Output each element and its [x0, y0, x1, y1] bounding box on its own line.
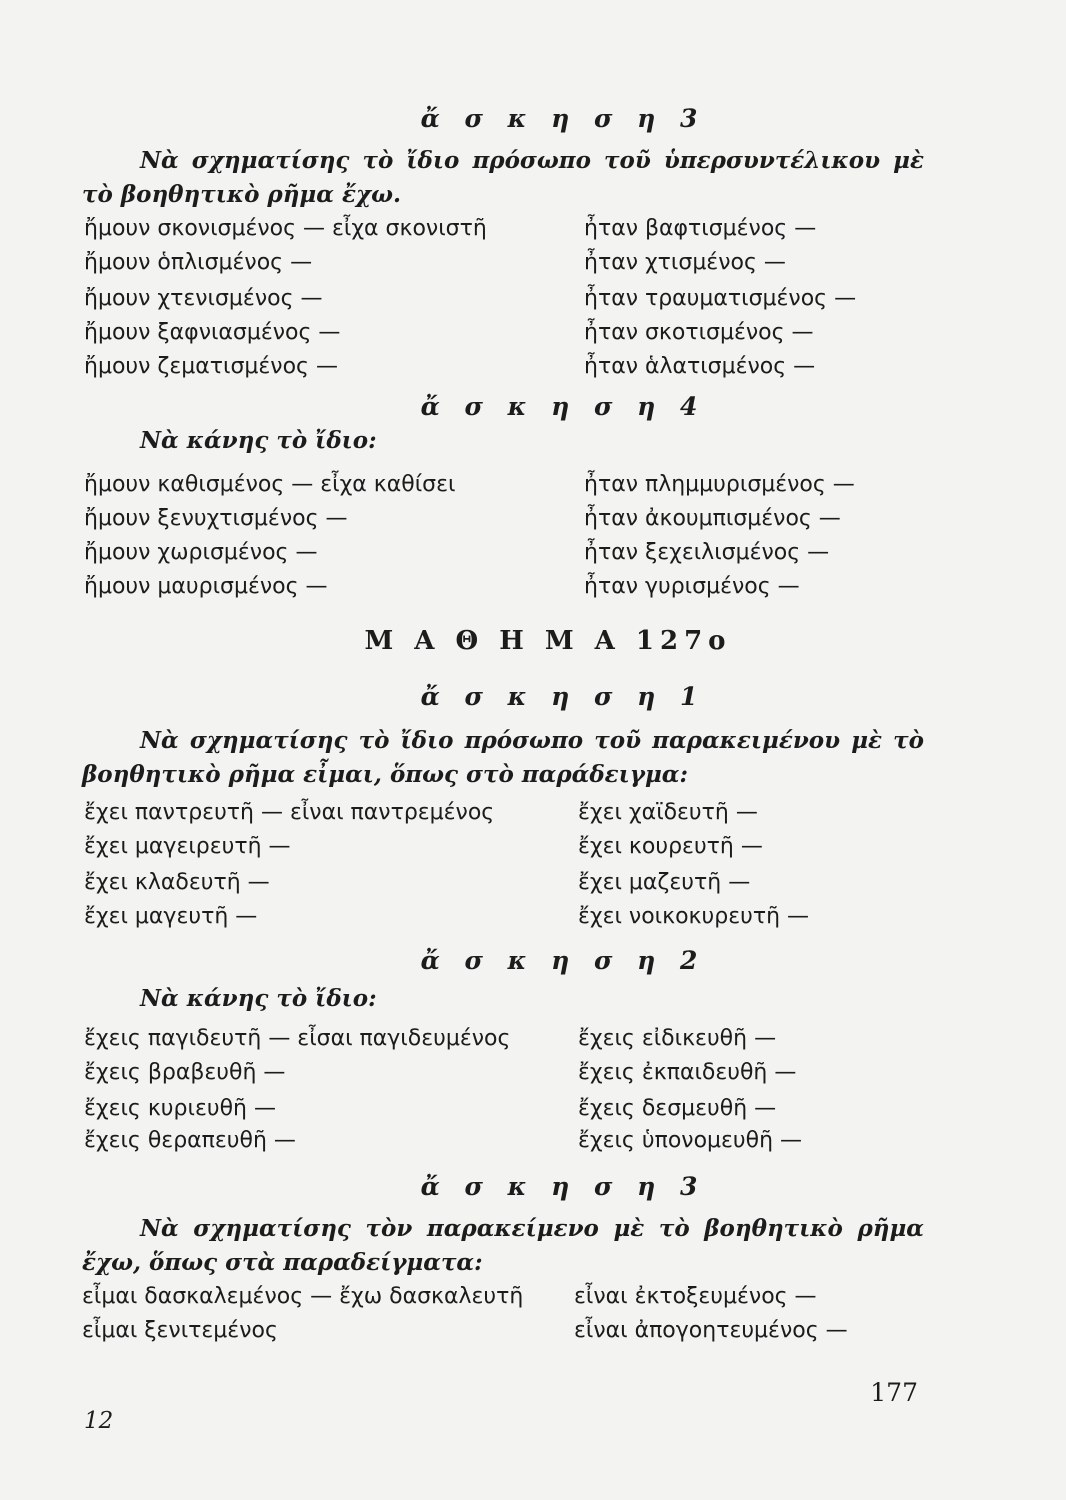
exercise-2-heading: ἄ σ κ η σ η 2 — [420, 946, 706, 975]
ex3b-left-2: εἶμαι ξενιτεμένος — [82, 1318, 278, 1343]
exercise-1-heading: ἄ σ κ η σ η 1 — [420, 682, 706, 711]
ex2-right-3: ἔχεις δεσμευθῆ — — [578, 1096, 777, 1121]
ex4-left-3: ἤμουν χωρισμένος — — [84, 540, 318, 565]
ex3b-right-1: εἶναι ἐκτοξευμένος — — [574, 1284, 817, 1309]
ex3a-right-3: ἦταν τραυματισμένος — — [584, 286, 857, 311]
exercise-2-instruction: Νὰ κάνης τὸ ἴδιο: — [140, 985, 377, 1012]
ex4-left-2: ἤμουν ξενυχτισμένος — — [84, 506, 348, 531]
ex3a-left-3: ἤμουν χτενισμένος — — [84, 286, 323, 311]
ex3a-left-1: ἤμουν σκονισμένος — εἶχα σκονιστῆ — [84, 216, 487, 241]
ex2-left-4: ἔχεις θεραπευθῆ — — [84, 1128, 296, 1153]
ex1-right-2: ἔχει κουρευτῆ — — [578, 834, 763, 859]
lesson-title: Μ Α Θ Η Μ Α 127ο — [364, 626, 732, 656]
ex1-left-3: ἔχει κλαδευτῆ — — [84, 870, 270, 895]
ex2-right-2: ἔχεις ἐκπαιδευθῆ — — [578, 1060, 797, 1085]
ex4-right-1: ἦταν πλημμυρισμένος — — [584, 472, 855, 497]
ex1-right-4: ἔχει νοικοκυρευτῆ — — [578, 904, 810, 929]
ex2-left-2: ἔχεις βραβευθῆ — — [84, 1060, 286, 1085]
ex1-right-1: ἔχει χαϊδευτῆ — — [578, 800, 758, 825]
ex3a-right-1: ἦταν βαφτισμένος — — [584, 216, 817, 241]
ex3a-right-5: ἦταν ἁλατισμένος — — [584, 354, 816, 379]
exercise-1-instruction: Νὰ σχηματίσης τὸ ἴδιο πρόσωπο τοῦ παρακειμένου μὲ τὸ βοηθητικὸ ρῆμα εἶμαι, ὅπως στὸ παράδειγμα: — [82, 727, 924, 788]
ex4-left-4: ἤμουν μαυρισμένος — — [84, 574, 328, 599]
ex3a-right-4: ἦταν σκοτισμένος — — [584, 320, 814, 345]
ex1-left-2: ἔχει μαγειρευτῆ — — [84, 834, 291, 859]
ex1-left-1: ἔχει παντρευτῆ — εἶναι παντρεμένος — [84, 800, 495, 825]
exercise-3b-instruction: Νὰ σχηματίσης τὸν παρακείμενο μὲ τὸ βοηθητικὸ ρῆμα ἔχω, ὅπως στὰ παραδείγματα: — [82, 1215, 924, 1276]
ex3b-right-2: εἶναι ἀπογοητευμένος — — [574, 1318, 848, 1343]
ex2-left-1: ἔχεις παγιδευτῆ — εἶσαι παγιδευμένος — [84, 1026, 511, 1051]
ex3a-left-4: ἤμουν ξαφνιασμένος — — [84, 320, 341, 345]
ex3a-left-2: ἤμουν ὁπλισμένος — — [84, 250, 313, 275]
page-number: 177 — [870, 1378, 918, 1407]
ex2-right-4: ἔχεις ὑπονομευθῆ — — [578, 1128, 803, 1153]
ex4-left-1: ἤμουν καθισμένος — εἶχα καθίσει — [84, 472, 456, 497]
ex2-left-3: ἔχεις κυριευθῆ — — [84, 1096, 276, 1121]
exercise-3b-heading: ἄ σ κ η σ η 3 — [420, 1172, 706, 1201]
ex4-right-3: ἦταν ξεχειλισμένος — — [584, 540, 830, 565]
exercise-3-heading: ἄ σ κ η σ η 3 — [420, 104, 706, 133]
ex2-right-1: ἔχεις εἰδικευθῆ — — [578, 1026, 777, 1051]
ex4-right-4: ἦταν γυρισμένος — — [584, 574, 800, 599]
ex4-right-2: ἦταν ἀκουμπισμένος — — [584, 506, 841, 531]
exercise-3-instruction: Νὰ σχηματίσης τὸ ἴδιο πρόσωπο τοῦ ὑπερσυντέλικου μὲ τὸ βοηθητικὸ ρῆμα ἔχω. — [82, 147, 924, 208]
ex1-right-3: ἔχει μαζευτῆ — — [578, 870, 751, 895]
ex3a-left-5: ἤμουν ζεματισμένος — — [84, 354, 338, 379]
exercise-4-heading: ἄ σ κ η σ η 4 — [420, 392, 706, 421]
ex3b-left-1: εἶμαι δασκαλεμένος — ἔχω δασκαλευτῆ — [82, 1284, 524, 1309]
signature-number: 12 — [84, 1408, 114, 1434]
exercise-4-instruction: Νὰ κάνης τὸ ἴδιο: — [140, 427, 377, 454]
ex1-left-4: ἔχει μαγευτῆ — — [84, 904, 258, 929]
ex3a-right-2: ἦταν χτισμένος — — [584, 250, 786, 275]
